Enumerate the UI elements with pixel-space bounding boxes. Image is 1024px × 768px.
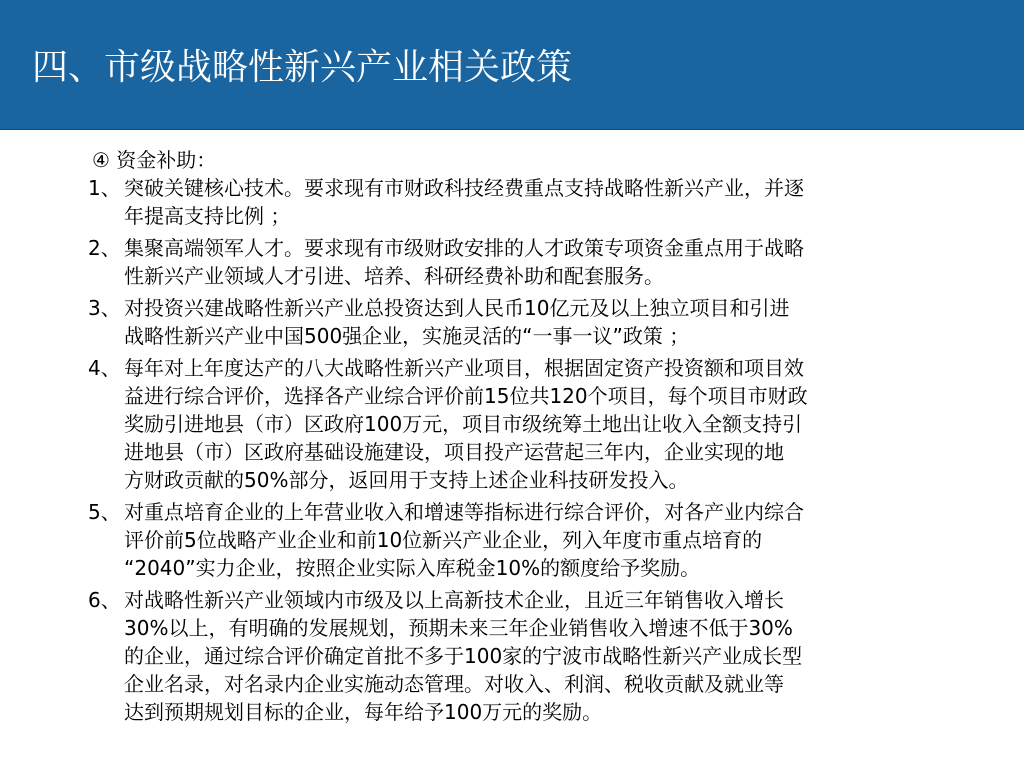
item-number: 5、 [88,500,121,524]
item-line: 进地县（市）区政府基础设施建设，项目投产运营起三年内，企业实现的地 [124,440,784,464]
list-item [88,498,908,582]
list-item [88,174,908,230]
list-item [88,586,908,726]
item-line: 战略性新兴产业中国500强企业，实施灵活的“一事一议”政策 ； [124,324,690,348]
item-line: “2040”实力企业，按照企业实际入库税金10%的额度给予奖励。 [124,556,701,580]
list-item [88,354,908,494]
item-line: 的企业，通过综合评价确定首批不多于100家的宁波市战略性新兴产业成长型 [124,644,803,668]
item-number: 2、 [88,236,121,260]
item-line: 益进行综合评价，选择各产业综合评价前15位共120个项目，每个项目市财政 [124,384,808,408]
item-line: 对战略性新兴产业领域内市级及以上高新技术企业，且近三年销售收入增长 [124,588,784,612]
policy-content [88,146,908,730]
item-line: 性新兴产业领域人才引进、培养、科研经费补助和配套服务。 [124,264,664,288]
policy-list [88,174,908,726]
item-number: 6、 [88,588,121,612]
item-line: 突破关键核心技术。要求现有市财政科技经费重点支持战略性新兴产业，并逐 [124,176,804,200]
item-line: 年提高支持比例 ； [124,204,291,228]
item-line: 集聚高端领军人才。要求现有市级财政安排的人才政策专项资金重点用于战略 [124,236,804,260]
item-line: 对重点培育企业的上年营业收入和增速等指标进行综合评价，对各产业内综合 [124,500,804,524]
page-title: 四、市级战略性新兴产业相关政策 [32,47,573,88]
item-number: 4、 [88,356,121,380]
item-line: 评价前5位战略产业企业和前10位新兴产业企业，列入年度市重点培育的 [124,528,763,552]
list-item [88,234,908,290]
item-line: 方财政贡献的50%部分，返回用于支持上述企业科技研发投入。 [124,468,689,492]
section-heading: ④ 资金补助： [92,148,217,172]
item-line: 达到预期规划目标的企业，每年给予100万元的奖励。 [124,700,603,724]
list-item [88,294,908,350]
item-number: 1、 [88,176,121,200]
item-line: 企业名录，对名录内企业实施动态管理。对收入、利润、税收贡献及就业等 [124,672,784,696]
item-line: 每年对上年度达产的八大战略性新兴产业项目，根据固定资产投资额和项目效 [124,356,804,380]
item-line: 30%以上，有明确的发展规划，预期未来三年企业销售收入增速不低于30% [124,616,793,640]
item-line: 对投资兴建战略性新兴产业总投资达到人民币10亿元及以上独立项目和引进 [124,296,790,320]
item-number: 3、 [88,296,121,320]
item-line: 奖励引进地县（市）区政府100万元，项目市级统筹土地出让收入全额支持引 [124,412,803,436]
header-bar [0,0,1024,130]
